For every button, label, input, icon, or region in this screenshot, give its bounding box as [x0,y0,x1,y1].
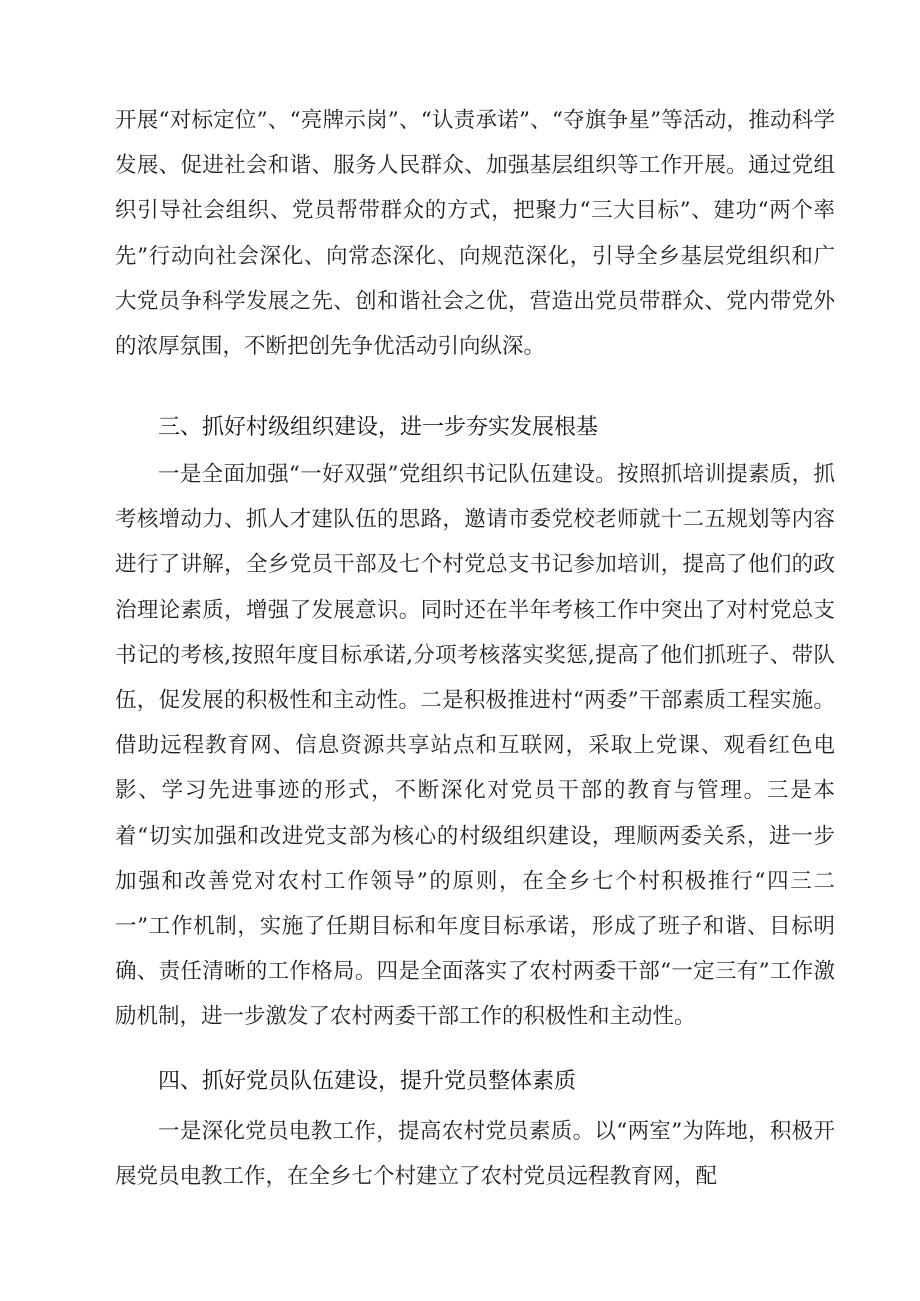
section-heading: 四、抓好党员队伍建设，提升党员整体素质 [158,1069,577,1094]
body-paragraph: 一是全面加强“一好双强”党组织书记队伍建设。按照抓培训提素质，抓考核增动力、抓人才建队伍的思路，邀请市委党校老师就十二五规划等内容进行了讲解，全乡党员干部及七个村党总支书记参加培训，提高了他们的政治理论素质，增强了发展意识。同时还在半年考核工作中突出了对村党总支书记的考核,按照年度目标承诺,分项考核落实奖惩,提高了他们抓班子、带队伍，促发展的积极性和主动性。二是积极推进村“两委”干部素质工程实施。借助远程教育网、信息资源共享站点和互联网，采取上党课、观看红色电影、学习先进事迹的形式，不断深化对党员干部的教育与管理。三是本着“切实加强和改进党支部为核心的村级组织建设，理顺两委关系，进一步加强和改善党对农村工作领导”的原则，在全乡七个村积极推行“四三二一”工作机制，实施了任期目标和年度目标承诺，形成了班子和谐、目标明确、责任清晰的工作格局。四是全面落实了农村两委干部“一定三有”工作激励机制，进一步激发了农村两委干部工作的积极性和主动性。 [115,462,835,1030]
section-heading: 三、抓好村级组织建设，进一步夯实发展根基 [158,415,599,440]
body-paragraph: 一是深化党员电教工作，提高农村党员素质。以“两室”为阵地，积极开展党员电教工作，在全乡七个村建立了农村党员远程教育网，配 [115,1119,835,1190]
body-paragraph: 开展“对标定位”、“亮牌示岗”、“认责承诺”、“夺旗争星”等活动，推动科学发展、促进社会和谐、服务人民群众、加强基层组织等工作开展。通过党组织引导社会组织、党员帮带群众的方式，把聚力“三大目标”、建功“两个率先”行动向社会深化、向常态深化、向规范深化，引导全乡基层党组织和广大党员争科学发展之先、创和谐社会之优，营造出党员带群众、党内带党外的浓厚氛围，不断把创先争优活动引向纵深。 [115,108,835,360]
